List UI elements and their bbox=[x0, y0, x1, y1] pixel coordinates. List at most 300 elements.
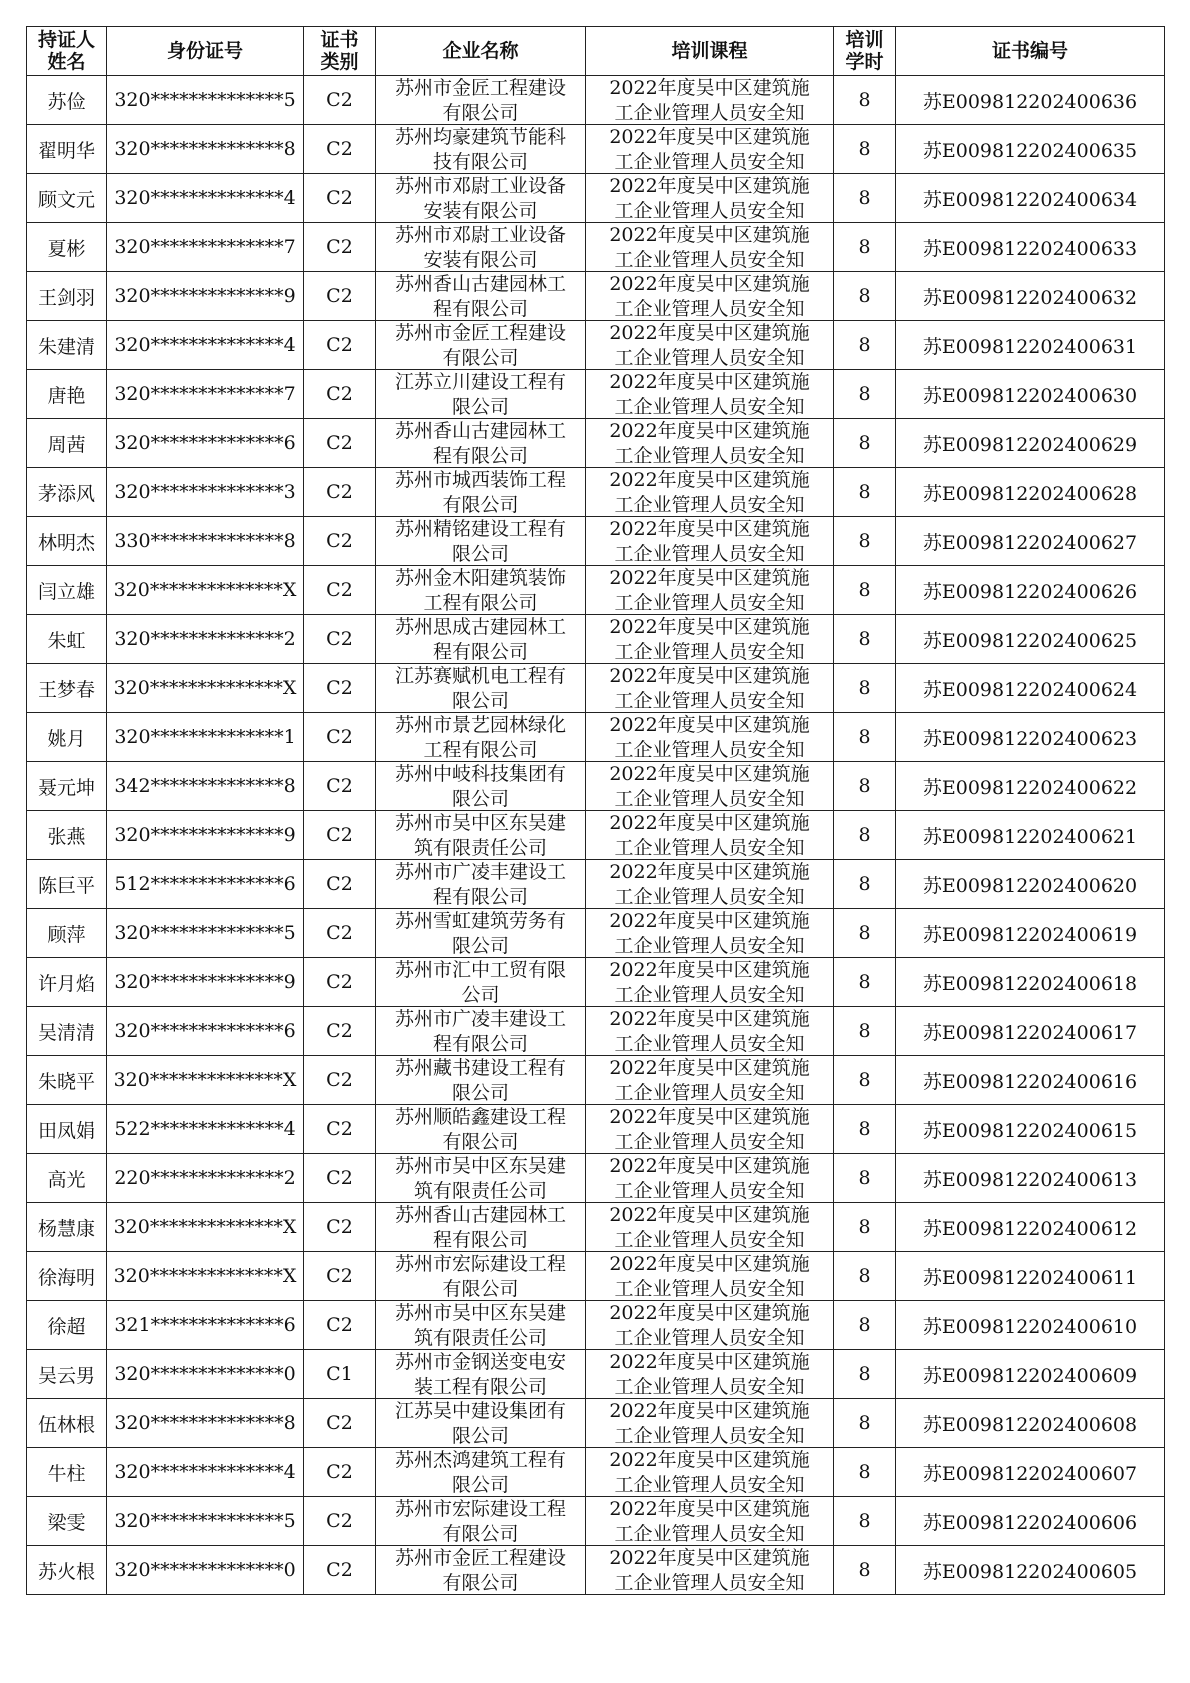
cell-course-line: 工企业管理人员安全知 bbox=[614, 739, 805, 761]
cell-course-text bbox=[586, 664, 833, 712]
cell-id-number: 320**************4 bbox=[107, 1448, 304, 1497]
cell-cert-type: C2 bbox=[304, 517, 376, 566]
cell-company-line: 装工程有限公司 bbox=[413, 1376, 547, 1398]
cell-course-line: 工企业管理人员安全知 bbox=[614, 445, 805, 467]
cell-company-line: 有限公司 bbox=[442, 1523, 519, 1545]
cell-cert-number: 苏E009812202400615 bbox=[896, 1105, 1165, 1154]
cell-id-number: 320**************9 bbox=[107, 811, 304, 860]
cell-course-line: 2022年度吴中区建筑施 bbox=[609, 322, 810, 344]
cell-course-line: 工企业管理人员安全知 bbox=[614, 1033, 805, 1055]
cell-course bbox=[586, 321, 834, 370]
cell-company-line: 程有限公司 bbox=[432, 298, 528, 320]
cell-cert-type: C2 bbox=[304, 1448, 376, 1497]
cell-name: 徐超 bbox=[27, 1301, 107, 1350]
cell-hours: 8 bbox=[834, 615, 896, 664]
cell-company-line: 安装有限公司 bbox=[423, 200, 538, 222]
cell-course-line: 2022年度吴中区建筑施 bbox=[609, 616, 810, 638]
cell-cert-type: C2 bbox=[304, 664, 376, 713]
cell-cert-number: 苏E009812202400632 bbox=[896, 272, 1165, 321]
cell-course-line: 2022年度吴中区建筑施 bbox=[609, 1547, 810, 1569]
cell-course-text bbox=[586, 615, 833, 663]
cell-company bbox=[376, 223, 586, 272]
cell-cert-type: C2 bbox=[304, 1399, 376, 1448]
cell-cert-type: C2 bbox=[304, 811, 376, 860]
cell-cert-type: C2 bbox=[304, 419, 376, 468]
cell-id-number: 330**************8 bbox=[107, 517, 304, 566]
table-row bbox=[27, 1301, 1165, 1350]
cell-hours: 8 bbox=[834, 468, 896, 517]
cell-company-line: 苏州市广凌丰建设工 bbox=[394, 861, 566, 883]
header-course: 培训课程 bbox=[586, 27, 834, 76]
cell-name: 茅添风 bbox=[27, 468, 107, 517]
cell-company-line: 苏州均豪建筑节能科 bbox=[394, 126, 566, 148]
header-name-line2: 姓名 bbox=[47, 51, 86, 73]
cell-name: 闫立雄 bbox=[27, 566, 107, 615]
cell-company-text bbox=[376, 1252, 585, 1300]
cell-company-text bbox=[376, 1497, 585, 1545]
cell-course-line: 工企业管理人员安全知 bbox=[614, 298, 805, 320]
cell-id-number: 512**************6 bbox=[107, 860, 304, 909]
cell-hours: 8 bbox=[834, 1154, 896, 1203]
cell-hours: 8 bbox=[834, 1399, 896, 1448]
cell-course-line: 2022年度吴中区建筑施 bbox=[609, 861, 810, 883]
cell-cert-number: 苏E009812202400636 bbox=[896, 76, 1165, 125]
cell-company-text bbox=[376, 174, 585, 222]
cell-company-text bbox=[376, 125, 585, 173]
cell-id-number: 320**************4 bbox=[107, 321, 304, 370]
cell-course bbox=[586, 1252, 834, 1301]
table-row bbox=[27, 76, 1165, 125]
cell-company bbox=[376, 1056, 586, 1105]
cell-name: 夏彬 bbox=[27, 223, 107, 272]
cell-company-text bbox=[376, 811, 585, 859]
cell-cert-type: C2 bbox=[304, 1546, 376, 1595]
cell-company-line: 苏州市广凌丰建设工 bbox=[394, 1008, 566, 1030]
cell-company bbox=[376, 713, 586, 762]
cell-company-line: 工程有限公司 bbox=[423, 739, 538, 761]
cell-id-number: 320**************X bbox=[107, 566, 304, 615]
certificate-table bbox=[26, 26, 1165, 1595]
table-row bbox=[27, 419, 1165, 468]
cell-company-line: 苏州市宏际建设工程 bbox=[394, 1498, 566, 1520]
cell-course-line: 工企业管理人员安全知 bbox=[614, 494, 805, 516]
cell-cert-number: 苏E009812202400624 bbox=[896, 664, 1165, 713]
cell-id-number: 321**************6 bbox=[107, 1301, 304, 1350]
cell-course-line: 2022年度吴中区建筑施 bbox=[609, 665, 810, 687]
cell-name: 吴云男 bbox=[27, 1350, 107, 1399]
cell-id-number: 522**************4 bbox=[107, 1105, 304, 1154]
cell-course-text bbox=[586, 1056, 833, 1104]
cell-company-text bbox=[376, 1399, 585, 1447]
cell-hours: 8 bbox=[834, 1252, 896, 1301]
cell-course-text bbox=[586, 1350, 833, 1398]
cell-course bbox=[586, 1546, 834, 1595]
cell-cert-type: C2 bbox=[304, 1497, 376, 1546]
cell-course-line: 2022年度吴中区建筑施 bbox=[609, 1498, 810, 1520]
cell-course-line: 工企业管理人员安全知 bbox=[614, 984, 805, 1006]
cell-id-number: 320**************4 bbox=[107, 174, 304, 223]
cell-cert-type: C2 bbox=[304, 125, 376, 174]
cell-course-line: 2022年度吴中区建筑施 bbox=[609, 371, 810, 393]
cell-cert-number: 苏E009812202400631 bbox=[896, 321, 1165, 370]
cell-company-text bbox=[376, 762, 585, 810]
cell-name: 高光 bbox=[27, 1154, 107, 1203]
cell-company-line: 苏州金木阳建筑装饰 bbox=[394, 567, 566, 589]
cell-cert-number: 苏E009812202400606 bbox=[896, 1497, 1165, 1546]
cell-cert-type: C2 bbox=[304, 223, 376, 272]
cell-course bbox=[586, 909, 834, 958]
cell-company-line: 有限公司 bbox=[442, 347, 519, 369]
cell-company-text bbox=[376, 1105, 585, 1153]
cell-company-line: 江苏赛赋机电工程有 bbox=[394, 665, 566, 687]
cell-name: 翟明华 bbox=[27, 125, 107, 174]
cell-company-line: 限公司 bbox=[451, 788, 509, 810]
cell-id-number: 320**************5 bbox=[107, 1497, 304, 1546]
cell-course-text bbox=[586, 1546, 833, 1594]
cell-course-line: 2022年度吴中区建筑施 bbox=[609, 1106, 810, 1128]
cell-company-line: 苏州市金匠工程建设 bbox=[394, 322, 566, 344]
cell-id-number: 320**************X bbox=[107, 1056, 304, 1105]
cell-course-text bbox=[586, 1497, 833, 1545]
cell-hours: 8 bbox=[834, 860, 896, 909]
table-row bbox=[27, 1448, 1165, 1497]
cell-company-text bbox=[376, 958, 585, 1006]
cell-course bbox=[586, 1105, 834, 1154]
cell-id-number: 320**************2 bbox=[107, 615, 304, 664]
cell-course-line: 2022年度吴中区建筑施 bbox=[609, 1302, 810, 1324]
table-row bbox=[27, 860, 1165, 909]
table-row bbox=[27, 517, 1165, 566]
cell-course-line: 2022年度吴中区建筑施 bbox=[609, 1204, 810, 1226]
cell-id-number: 320**************X bbox=[107, 1203, 304, 1252]
cell-course-text bbox=[586, 174, 833, 222]
cell-course-text bbox=[586, 1105, 833, 1153]
cell-course bbox=[586, 713, 834, 762]
cell-company-text bbox=[376, 1007, 585, 1055]
header-hours-line2: 学时 bbox=[845, 51, 884, 73]
cell-id-number: 320**************0 bbox=[107, 1350, 304, 1399]
table-row bbox=[27, 615, 1165, 664]
cell-id-number: 320**************6 bbox=[107, 1007, 304, 1056]
cell-cert-number: 苏E009812202400626 bbox=[896, 566, 1165, 615]
cell-cert-type: C2 bbox=[304, 615, 376, 664]
cell-name: 伍林根 bbox=[27, 1399, 107, 1448]
cell-cert-number: 苏E009812202400612 bbox=[896, 1203, 1165, 1252]
header-row bbox=[27, 27, 1165, 76]
cell-company bbox=[376, 272, 586, 321]
cell-cert-number: 苏E009812202400618 bbox=[896, 958, 1165, 1007]
cell-course-line: 2022年度吴中区建筑施 bbox=[609, 1008, 810, 1030]
cell-company-line: 限公司 bbox=[451, 1425, 509, 1447]
cell-course bbox=[586, 517, 834, 566]
cell-name: 朱晓平 bbox=[27, 1056, 107, 1105]
cell-company-line: 苏州市吴中区东吴建 bbox=[394, 812, 566, 834]
header-name-line1: 持证人 bbox=[37, 29, 95, 51]
cell-cert-type: C2 bbox=[304, 566, 376, 615]
cell-company-text bbox=[376, 272, 585, 320]
cell-course-line: 工企业管理人员安全知 bbox=[614, 641, 805, 663]
cell-course bbox=[586, 370, 834, 419]
cell-course-line: 工企业管理人员安全知 bbox=[614, 690, 805, 712]
cell-name: 张燕 bbox=[27, 811, 107, 860]
table-row bbox=[27, 1007, 1165, 1056]
cell-course-line: 工企业管理人员安全知 bbox=[614, 1131, 805, 1153]
cell-company-text bbox=[376, 1301, 585, 1349]
cell-hours: 8 bbox=[834, 1546, 896, 1595]
cell-hours: 8 bbox=[834, 909, 896, 958]
cell-company bbox=[376, 419, 586, 468]
cell-course bbox=[586, 1301, 834, 1350]
table-row bbox=[27, 1203, 1165, 1252]
cell-company-line: 筑有限责任公司 bbox=[413, 1327, 547, 1349]
cell-course-text bbox=[586, 762, 833, 810]
cell-company bbox=[376, 1007, 586, 1056]
cell-hours: 8 bbox=[834, 1105, 896, 1154]
cell-course-line: 工企业管理人员安全知 bbox=[614, 347, 805, 369]
cell-course-line: 2022年度吴中区建筑施 bbox=[609, 567, 810, 589]
cell-course-line: 工企业管理人员安全知 bbox=[614, 1572, 805, 1594]
cell-company bbox=[376, 1448, 586, 1497]
cell-cert-number: 苏E009812202400635 bbox=[896, 125, 1165, 174]
cell-company-line: 苏州思成古建园林工 bbox=[394, 616, 566, 638]
cell-course bbox=[586, 272, 834, 321]
cell-course bbox=[586, 76, 834, 125]
cell-company-line: 苏州香山古建园林工 bbox=[394, 273, 566, 295]
cell-course-line: 2022年度吴中区建筑施 bbox=[609, 273, 810, 295]
cell-name: 王梦春 bbox=[27, 664, 107, 713]
cell-cert-number: 苏E009812202400628 bbox=[896, 468, 1165, 517]
cell-course-text bbox=[586, 1448, 833, 1496]
cell-company-line: 江苏吴中建设集团有 bbox=[394, 1400, 566, 1422]
cell-cert-type: C2 bbox=[304, 370, 376, 419]
cell-company-text bbox=[376, 76, 585, 124]
cell-name: 朱虹 bbox=[27, 615, 107, 664]
cell-course bbox=[586, 958, 834, 1007]
cell-company bbox=[376, 566, 586, 615]
cell-company-line: 程有限公司 bbox=[432, 1033, 528, 1055]
cell-company bbox=[376, 1497, 586, 1546]
cell-hours: 8 bbox=[834, 76, 896, 125]
cell-name: 唐艳 bbox=[27, 370, 107, 419]
cell-company-text bbox=[376, 566, 585, 614]
cell-cert-number: 苏E009812202400617 bbox=[896, 1007, 1165, 1056]
cell-course-line: 2022年度吴中区建筑施 bbox=[609, 1400, 810, 1422]
cell-cert-type: C2 bbox=[304, 958, 376, 1007]
cell-company bbox=[376, 1546, 586, 1595]
table-row bbox=[27, 272, 1165, 321]
cell-cert-type: C2 bbox=[304, 321, 376, 370]
cell-course-line: 2022年度吴中区建筑施 bbox=[609, 910, 810, 932]
cell-course bbox=[586, 566, 834, 615]
cell-company bbox=[376, 811, 586, 860]
cell-course-line: 工企业管理人员安全知 bbox=[614, 1425, 805, 1447]
cell-company-text bbox=[376, 1546, 585, 1594]
cell-course-line: 工企业管理人员安全知 bbox=[614, 151, 805, 173]
cell-cert-number: 苏E009812202400634 bbox=[896, 174, 1165, 223]
cell-course-line: 工企业管理人员安全知 bbox=[614, 788, 805, 810]
cell-cert-number: 苏E009812202400633 bbox=[896, 223, 1165, 272]
header-cert: 证书编号 bbox=[896, 27, 1165, 76]
cell-company bbox=[376, 370, 586, 419]
cell-course-text bbox=[586, 1203, 833, 1251]
cell-company bbox=[376, 1105, 586, 1154]
cell-company-line: 程有限公司 bbox=[432, 1229, 528, 1251]
cell-course-text bbox=[586, 811, 833, 859]
cell-id-number: 320**************1 bbox=[107, 713, 304, 762]
cell-hours: 8 bbox=[834, 664, 896, 713]
cell-name: 顾文元 bbox=[27, 174, 107, 223]
cell-course-line: 2022年度吴中区建筑施 bbox=[609, 224, 810, 246]
cell-id-number: 320**************5 bbox=[107, 76, 304, 125]
cell-company-text bbox=[376, 1448, 585, 1496]
table-row bbox=[27, 713, 1165, 762]
cell-course-text bbox=[586, 321, 833, 369]
cell-course-line: 2022年度吴中区建筑施 bbox=[609, 518, 810, 540]
cell-company-line: 苏州香山古建园林工 bbox=[394, 1204, 566, 1226]
cell-company-text bbox=[376, 664, 585, 712]
cell-company-line: 限公司 bbox=[451, 1474, 509, 1496]
cell-id-number: 320**************X bbox=[107, 1252, 304, 1301]
cell-company-line: 程有限公司 bbox=[432, 445, 528, 467]
cell-company-line: 筑有限责任公司 bbox=[413, 837, 547, 859]
cell-company bbox=[376, 1301, 586, 1350]
cell-hours: 8 bbox=[834, 811, 896, 860]
cell-company-line: 有限公司 bbox=[442, 494, 519, 516]
cell-company-text bbox=[376, 713, 585, 761]
cell-course-line: 2022年度吴中区建筑施 bbox=[609, 1057, 810, 1079]
cell-course-text bbox=[586, 1154, 833, 1202]
cell-hours: 8 bbox=[834, 566, 896, 615]
cell-course-line: 2022年度吴中区建筑施 bbox=[609, 1351, 810, 1373]
cell-company-line: 苏州市汇中工贸有限 bbox=[394, 959, 566, 981]
cell-cert-number: 苏E009812202400607 bbox=[896, 1448, 1165, 1497]
cell-cert-number: 苏E009812202400609 bbox=[896, 1350, 1165, 1399]
cell-course bbox=[586, 468, 834, 517]
cell-cert-number: 苏E009812202400619 bbox=[896, 909, 1165, 958]
cell-company-line: 限公司 bbox=[451, 690, 509, 712]
cell-hours: 8 bbox=[834, 1056, 896, 1105]
cell-hours: 8 bbox=[834, 174, 896, 223]
cell-hours: 8 bbox=[834, 517, 896, 566]
cell-course-line: 工企业管理人员安全知 bbox=[614, 543, 805, 565]
cell-company-line: 有限公司 bbox=[442, 1278, 519, 1300]
cell-cert-type: C2 bbox=[304, 713, 376, 762]
cell-course-line: 工企业管理人员安全知 bbox=[614, 1180, 805, 1202]
cell-id-number: 320**************5 bbox=[107, 909, 304, 958]
cell-cert-type: C1 bbox=[304, 1350, 376, 1399]
cell-course bbox=[586, 615, 834, 664]
cell-company-text bbox=[376, 321, 585, 369]
cell-cert-type: C2 bbox=[304, 1301, 376, 1350]
cell-hours: 8 bbox=[834, 713, 896, 762]
cell-name: 王剑羽 bbox=[27, 272, 107, 321]
cell-company-text bbox=[376, 1056, 585, 1104]
cell-cert-type: C2 bbox=[304, 468, 376, 517]
cell-company bbox=[376, 125, 586, 174]
cell-company bbox=[376, 1350, 586, 1399]
cell-course-line: 工企业管理人员安全知 bbox=[614, 200, 805, 222]
cell-company bbox=[376, 860, 586, 909]
cell-cert-number: 苏E009812202400613 bbox=[896, 1154, 1165, 1203]
cell-cert-type: C2 bbox=[304, 76, 376, 125]
cell-id-number: 320**************7 bbox=[107, 370, 304, 419]
cell-hours: 8 bbox=[834, 223, 896, 272]
cell-company-line: 苏州顺皓鑫建设工程 bbox=[394, 1106, 566, 1128]
cell-id-number: 320**************3 bbox=[107, 468, 304, 517]
cell-course bbox=[586, 419, 834, 468]
table-row bbox=[27, 664, 1165, 713]
table-row bbox=[27, 1252, 1165, 1301]
cell-name: 苏俭 bbox=[27, 76, 107, 125]
cell-id-number: 220**************2 bbox=[107, 1154, 304, 1203]
cell-cert-number: 苏E009812202400627 bbox=[896, 517, 1165, 566]
cell-name: 徐海明 bbox=[27, 1252, 107, 1301]
cell-hours: 8 bbox=[834, 1007, 896, 1056]
table-row bbox=[27, 1350, 1165, 1399]
cell-course-text bbox=[586, 76, 833, 124]
cell-course-line: 工企业管理人员安全知 bbox=[614, 396, 805, 418]
cell-company-line: 苏州藏书建设工程有 bbox=[394, 1057, 566, 1079]
cell-company-line: 苏州香山古建园林工 bbox=[394, 420, 566, 442]
cell-hours: 8 bbox=[834, 1497, 896, 1546]
cell-cert-number: 苏E009812202400625 bbox=[896, 615, 1165, 664]
cell-course-text bbox=[586, 125, 833, 173]
cell-company-text bbox=[376, 370, 585, 418]
cell-course bbox=[586, 125, 834, 174]
cell-course-line: 2022年度吴中区建筑施 bbox=[609, 763, 810, 785]
cell-company-line: 安装有限公司 bbox=[423, 249, 538, 271]
cell-course bbox=[586, 1056, 834, 1105]
cell-company-line: 苏州市宏际建设工程 bbox=[394, 1253, 566, 1275]
table-row bbox=[27, 223, 1165, 272]
cell-name: 聂元坤 bbox=[27, 762, 107, 811]
cell-course-line: 2022年度吴中区建筑施 bbox=[609, 959, 810, 981]
cell-course-line: 2022年度吴中区建筑施 bbox=[609, 126, 810, 148]
cell-course bbox=[586, 223, 834, 272]
cell-course bbox=[586, 664, 834, 713]
cell-cert-number: 苏E009812202400616 bbox=[896, 1056, 1165, 1105]
header-type-line1: 证书 bbox=[320, 29, 359, 51]
cell-company-line: 苏州中岐科技集团有 bbox=[394, 763, 566, 785]
table-row bbox=[27, 1546, 1165, 1595]
cell-name: 牛柱 bbox=[27, 1448, 107, 1497]
cell-cert-number: 苏E009812202400629 bbox=[896, 419, 1165, 468]
table-row bbox=[27, 811, 1165, 860]
cell-name: 苏火根 bbox=[27, 1546, 107, 1595]
cell-company bbox=[376, 468, 586, 517]
header-type-line2: 类别 bbox=[320, 51, 359, 73]
cell-hours: 8 bbox=[834, 1350, 896, 1399]
cell-course-line: 工企业管理人员安全知 bbox=[614, 592, 805, 614]
cell-id-number: 320**************8 bbox=[107, 1399, 304, 1448]
cell-id-number: 320**************0 bbox=[107, 1546, 304, 1595]
cell-cert-number: 苏E009812202400623 bbox=[896, 713, 1165, 762]
cell-cert-number: 苏E009812202400610 bbox=[896, 1301, 1165, 1350]
cell-hours: 8 bbox=[834, 1448, 896, 1497]
cell-company-line: 苏州雪虹建筑劳务有 bbox=[394, 910, 566, 932]
cell-cert-number: 苏E009812202400620 bbox=[896, 860, 1165, 909]
cell-company bbox=[376, 321, 586, 370]
cell-cert-type: C2 bbox=[304, 909, 376, 958]
cell-company-line: 苏州市吴中区东吴建 bbox=[394, 1155, 566, 1177]
header-company: 企业名称 bbox=[376, 27, 586, 76]
cell-cert-type: C2 bbox=[304, 272, 376, 321]
cell-cert-type: C2 bbox=[304, 1056, 376, 1105]
cell-company bbox=[376, 762, 586, 811]
cell-course-text bbox=[586, 223, 833, 271]
cell-course-text bbox=[586, 370, 833, 418]
cell-course-line: 2022年度吴中区建筑施 bbox=[609, 175, 810, 197]
